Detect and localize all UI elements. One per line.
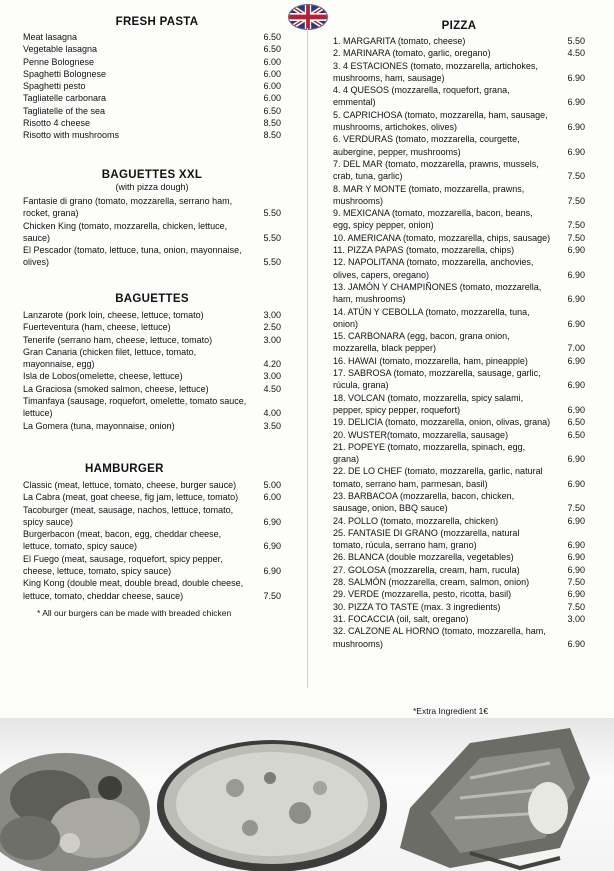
pizza-item-name: 16. HAWAI (tomato, mozzarella, ham, pineapple) <box>333 355 528 366</box>
pizza-item-price: 7.50 <box>567 195 585 206</box>
pizza-item-price: 6.90 <box>567 97 585 108</box>
pizza-item <box>333 490 585 515</box>
baguettes-xxl-item-name: Chicken King (tomato, mozzarella, chicken, lettuce, sauce) <box>23 220 228 243</box>
pizza-item-price: 7.00 <box>567 343 585 354</box>
pizza-photo <box>157 740 387 871</box>
fresh-pasta-item-name: Vegetable lasagna <box>23 44 98 55</box>
pizza-item-name: 14. ATÚN Y CEBOLLA (tomato, mozzarella, tuna, onion) <box>333 306 530 329</box>
pizza-item <box>333 625 585 650</box>
pizza-item <box>333 576 585 588</box>
pizza-item-price: 6.90 <box>567 638 585 649</box>
baguettes-item <box>23 383 281 395</box>
pizza-item <box>333 527 585 552</box>
hamburger-item-price: 7.50 <box>263 590 281 601</box>
pizza-item-price: 6.90 <box>567 318 585 329</box>
pizza-item-name: 22. DE LO CHEF (tomato, mozzarella, garlic, natural tomato, serrano ham, parmesan, basil) <box>333 466 543 489</box>
pizza-item <box>333 60 585 85</box>
baguettes-item <box>23 420 281 432</box>
pizza-item-name: 26. BLANCA (double mozzarella, vegetables) <box>333 552 514 563</box>
baguettes-item <box>23 321 281 333</box>
pizza-item <box>333 232 585 244</box>
hamburger-item <box>23 491 281 503</box>
pizza-item <box>333 330 585 355</box>
pizza-item-name: 24. POLLO (tomato, mozzarella, chicken) <box>333 515 499 526</box>
pizza-item <box>333 158 585 183</box>
baguettes-xxl-section <box>23 169 281 269</box>
pizza-item <box>333 109 585 134</box>
baguettes-xxl-item-name: El Pescador (tomato, lettuce, tuna, onion, mayonnaise, olives) <box>23 245 242 268</box>
pizza-item <box>333 133 585 158</box>
salmon-photo <box>400 728 590 868</box>
fresh-pasta-item-name: Penne Bolognese <box>23 56 95 67</box>
pizza-item-name: 20. WUSTER(tomato, mozzarella, sausage) <box>333 429 509 440</box>
hamburger-item <box>23 479 281 491</box>
hamburger-section <box>23 463 281 618</box>
pizza-item-price: 6.50 <box>567 417 585 428</box>
fresh-pasta-item-name: Spaghetti pesto <box>23 81 86 92</box>
baguettes-item-price: 3.00 <box>263 310 281 320</box>
fresh-pasta-item <box>23 105 281 117</box>
baguettes-item-price: 3.00 <box>263 371 281 382</box>
extra-ingredient-note: *Extra Ingredient 1€ <box>413 706 489 716</box>
pizza-item-name: 8. MAR Y MONTE (tomato, mozzarella, prawns, mushrooms) <box>333 183 525 206</box>
pizza-item-price: 6.90 <box>567 564 585 575</box>
hamburger-item-name: King Kong (double meat, double bread, double cheese, lettuce, tomato, cheddar cheese, sauce) <box>23 578 244 601</box>
pizza-item-name: 1. MARGARITA (tomato, cheese) <box>333 36 466 46</box>
pizza-title: PIZZA <box>441 20 477 32</box>
fresh-pasta-item-name: Risotto with mushrooms <box>23 130 120 141</box>
pizza-item <box>333 465 585 490</box>
pizza-item-price: 3.00 <box>567 613 585 624</box>
pizza-item <box>333 429 585 441</box>
baguettes-item-name: Tenerife (serrano ham, cheese, lettuce, tomato) <box>23 334 213 345</box>
pizza-item-name: 18. VOLCAN (tomato, mozzarella, spicy salami, pepper, spicy pepper, roquefort) <box>333 392 524 415</box>
fresh-pasta-item-price: 6.00 <box>263 68 281 79</box>
fresh-pasta-list <box>23 31 281 142</box>
pizza-item-price: 7.50 <box>567 220 585 231</box>
baguettes-item-price: 4.20 <box>263 359 281 370</box>
hamburger-item-price: 6.90 <box>263 566 281 577</box>
pizza-item-price: 6.90 <box>567 294 585 305</box>
pizza-item-price: 6.90 <box>567 404 585 415</box>
pizza-item <box>333 281 585 306</box>
pizza-item-name: 10. AMERICANA (tomato, mozzarella, chips, sausage) <box>333 232 551 243</box>
pizza-item-price: 6.90 <box>567 380 585 391</box>
baguettes-item <box>23 395 281 420</box>
pizza-item-name: 15. CARBONARA (egg, bacon, grana onion, mozzarella, black pepper) <box>333 331 510 354</box>
pizza-list <box>333 35 585 650</box>
hamburger-title: HAMBURGER <box>85 463 164 475</box>
pizza-item-price: 7.50 <box>567 601 585 612</box>
pizza-item-price: 4.50 <box>567 48 585 59</box>
hamburger-item <box>23 504 281 529</box>
fresh-pasta-item <box>23 43 281 55</box>
baguettes-title: BAGUETTES <box>115 293 189 305</box>
pizza-item-price: 6.90 <box>567 245 585 256</box>
fresh-pasta-item-price: 6.00 <box>263 81 281 92</box>
pizza-item <box>333 244 585 256</box>
pizza-item-price: 6.90 <box>567 589 585 600</box>
pizza-item-name: 21. POPEYE (tomato, mozzarella, spinach, egg, grana) <box>333 441 526 465</box>
pizza-item <box>333 613 585 625</box>
pizza-item-price: 6.90 <box>567 540 585 551</box>
fresh-pasta-item-price: 6.50 <box>263 32 281 42</box>
pizza-item-price: 6.90 <box>567 515 585 526</box>
fresh-pasta-item <box>23 80 281 92</box>
pizza-item-name: 19. DELICIA (tomato, mozzarella, onion, olivas, grana) <box>333 417 551 428</box>
pizza-item-name: 32. CALZONE AL HORNO (tomato, mozzarella, ham, mushrooms) <box>333 626 546 649</box>
baguettes-item-name: Fuerteventura (ham, cheese, lettuce) <box>23 322 171 333</box>
hamburger-list <box>23 479 281 602</box>
pizza-item-price: 7.50 <box>567 503 585 514</box>
hamburger-item-price: 6.00 <box>263 492 281 503</box>
baguettes-item-name: Lanzarote (pork loin, cheese, lettuce, tomato) <box>23 310 204 320</box>
pizza-item-name: 5. CAPRICHOSA (tomato, mozzarella, ham, sausage, mushrooms, artichokes, olives) <box>333 109 548 133</box>
baguettes-item <box>23 309 281 321</box>
baguettes-xxl-subtitle: (with pizza dough) <box>115 182 189 192</box>
pizza-item-price: 6.90 <box>567 552 585 563</box>
baguettes-item-name: La Graciosa (smoked salmon, cheese, lettuce) <box>23 383 209 394</box>
pizza-item-price: 6.90 <box>567 122 585 133</box>
hamburger-item-name: El Fuego (meat, sausage, roquefort, spicy pepper, cheese, lettuce, tomato, spicy sauce) <box>23 553 223 577</box>
hamburger-item <box>23 528 281 553</box>
pizza-item <box>333 47 585 59</box>
pizza-item-name: 11. PIZZA PAPAS (tomato, mozzarella, chips) <box>333 245 515 256</box>
pizza-item-name: 4. 4 QUESOS (mozzarella, roquefort, grana, emmental) <box>333 85 510 108</box>
pizza-item <box>333 441 585 466</box>
fresh-pasta-section <box>23 16 281 142</box>
pizza-item <box>333 84 585 109</box>
fresh-pasta-item <box>23 129 281 141</box>
pizza-item <box>333 551 585 563</box>
pizza-item-name: 30. PIZZA TO TASTE (max. 3 ingredients) <box>333 601 501 612</box>
pizza-item-name: 25. FANTASIE DI GRANO (mozzarella, natural tomato, rúcula, serrano ham, grano) <box>333 527 520 551</box>
hamburger-item-name: Burgerbacon (meat, bacon, egg, cheddar cheese, lettuce, tomato, spicy sauce) <box>23 529 222 552</box>
baguettes-xxl-item <box>23 220 281 245</box>
pizza-item <box>333 35 585 47</box>
fresh-pasta-item-price: 6.00 <box>263 93 281 104</box>
hamburger-item <box>23 577 281 602</box>
pizza-item-price: 6.90 <box>567 72 585 83</box>
pizza-section <box>333 20 585 650</box>
pizza-item-name: 23. BARBACOA (mozzarella, bacon, chicken, sausage, onion, BBQ sauce) <box>333 490 515 514</box>
hamburger-item-price: 5.00 <box>263 480 281 490</box>
pizza-item <box>333 588 585 600</box>
fresh-pasta-item-name: Tagliatelle of the sea <box>23 105 106 116</box>
pizza-item-name: 17. SABROSA (tomato, mozzarella, sausage, garlic, rúcula, grana) <box>333 368 541 391</box>
fresh-pasta-title: FRESH PASTA <box>115 16 199 28</box>
uk-flag-icon <box>288 4 328 30</box>
fresh-pasta-item <box>23 68 281 80</box>
pizza-item-name: 7. DEL MAR (tomato, mozzarella, prawns, mussels, crab, tuna, garlic) <box>333 158 539 182</box>
pizza-item-price: 6.90 <box>567 146 585 157</box>
baguettes-xxl-item-price: 5.50 <box>263 257 281 268</box>
pizza-item-price: 6.90 <box>567 269 585 280</box>
pizza-item-price: 6.90 <box>567 355 585 366</box>
pizza-item-name: 27. GOLOSA (mozzarella, cream, ham, rucula) <box>333 564 520 575</box>
pizza-item-name: 9. MEXICANA (tomato, mozzarella, bacon, beans, egg, spicy pepper, onion) <box>333 208 533 231</box>
hamburger-item-name: Classic (meat, lettuce, tomato, cheese, burger sauce) <box>23 480 237 490</box>
salad-photo <box>0 753 150 871</box>
baguettes-item <box>23 334 281 346</box>
baguettes-item-price: 3.50 <box>263 420 281 431</box>
baguettes-item <box>23 346 281 371</box>
baguettes-item-price: 4.00 <box>263 408 281 419</box>
food-photo-band <box>0 718 614 871</box>
fresh-pasta-item <box>23 31 281 43</box>
baguettes-item-price: 2.50 <box>263 322 281 333</box>
fresh-pasta-item-price: 6.00 <box>263 56 281 67</box>
baguettes-item-price: 3.00 <box>263 334 281 345</box>
fresh-pasta-item <box>23 56 281 68</box>
fresh-pasta-item <box>23 92 281 104</box>
pizza-item-price: 6.50 <box>567 429 585 440</box>
baguettes-xxl-item <box>23 195 281 220</box>
pizza-item <box>333 355 585 367</box>
baguettes-xxl-item <box>23 244 281 269</box>
hamburger-item-price: 6.90 <box>263 516 281 527</box>
baguettes-xxl-item-price: 5.50 <box>263 232 281 243</box>
pizza-item <box>333 207 585 232</box>
pizza-item <box>333 392 585 417</box>
pizza-item-name: 28. SALMÓN (mozzarella, cream, salmon, onion) <box>333 577 530 588</box>
pizza-item <box>333 601 585 613</box>
pizza-item <box>333 306 585 331</box>
pizza-item-name: 3. 4 ESTACIONES (tomato, mozzarella, artichokes, mushrooms, ham, sausage) <box>333 60 538 83</box>
pizza-item-price: 6.90 <box>567 478 585 489</box>
pizza-item <box>333 256 585 281</box>
pizza-item-name: 2. MARINARA (tomato, garlic, oregano) <box>333 48 491 59</box>
baguettes-item-price: 4.50 <box>263 383 281 394</box>
baguettes-item <box>23 370 281 382</box>
pizza-item <box>333 515 585 527</box>
pizza-item-name: 31. FOCACCIA (oil, salt, oregano) <box>333 613 469 624</box>
hamburger-item <box>23 553 281 578</box>
pizza-item-price: 6.90 <box>567 454 585 465</box>
pizza-item <box>333 416 585 428</box>
fresh-pasta-item-name: Risotto 4 cheese <box>23 118 91 129</box>
pizza-item-price: 7.50 <box>567 171 585 182</box>
fresh-pasta-item-price: 6.50 <box>263 105 281 116</box>
pizza-item-name: 6. VERDURAS (tomato, mozzarella, courgette, aubergine, pepper, mushrooms) <box>333 134 520 157</box>
baguettes-xxl-item-price: 5.50 <box>263 208 281 219</box>
baguettes-xxl-title: BAGUETTES XXL <box>101 169 203 181</box>
pizza-item-price: 7.50 <box>567 577 585 588</box>
baguettes-xxl-list <box>23 195 281 269</box>
fresh-pasta-item-name: Meat lasagna <box>23 32 78 42</box>
fresh-pasta-item-name: Tagliatelle carbonara <box>23 93 107 104</box>
column-divider <box>307 28 308 688</box>
pizza-item-name: 13. JAMÓN Y CHAMPIÑONES (tomato, mozzarella, ham, mushrooms) <box>333 281 542 305</box>
fresh-pasta-item-price: 8.50 <box>263 130 281 141</box>
pizza-item-price: 7.50 <box>567 232 585 243</box>
baguettes-item-name: Timanfaya (sausage, roquefort, omelette, tomato sauce, lettuce) <box>23 396 247 419</box>
pizza-item-name: 29. VERDE (mozzarella, pesto, ricotta, basil) <box>333 589 512 600</box>
fresh-pasta-item-price: 6.50 <box>263 44 281 55</box>
pizza-item <box>333 564 585 576</box>
pizza-item-price: 5.50 <box>567 36 585 46</box>
pizza-item <box>333 183 585 208</box>
fresh-pasta-item-price: 8.50 <box>263 118 281 129</box>
baguettes-item-name: La Gomera (tuna, mayonnaise, onion) <box>23 420 175 431</box>
pizza-item <box>333 367 585 392</box>
baguettes-section <box>23 293 281 432</box>
pizza-item-name: 12. NAPOLITANA (tomato, mozzarella, anchovies, olives, capers, oregano) <box>333 257 534 280</box>
baguettes-list <box>23 309 281 432</box>
hamburger-item-name: La Cabra (meat, goat cheese, fig jam, lettuce, tomato) <box>23 492 239 503</box>
baguettes-xxl-item-name: Fantasie di grano (tomato, mozzarella, serrano ham, rocket, grana) <box>23 196 233 219</box>
burger-note: * All our burgers can be made with breaded chicken <box>37 607 232 618</box>
baguettes-item-name: Isla de Lobos(omelette, cheese, lettuce) <box>23 371 183 382</box>
fresh-pasta-item <box>23 117 281 129</box>
baguettes-item-name: Gran Canaria (chicken filet, lettuce, tomato, mayonnaise, egg) <box>23 346 197 370</box>
fresh-pasta-item-name: Spaghetti Bolognese <box>23 68 107 79</box>
hamburger-item-name: Tacoburger (meat, sausage, nachos, lettuce, tomato, spicy sauce) <box>23 504 234 527</box>
hamburger-item-price: 6.90 <box>263 541 281 552</box>
